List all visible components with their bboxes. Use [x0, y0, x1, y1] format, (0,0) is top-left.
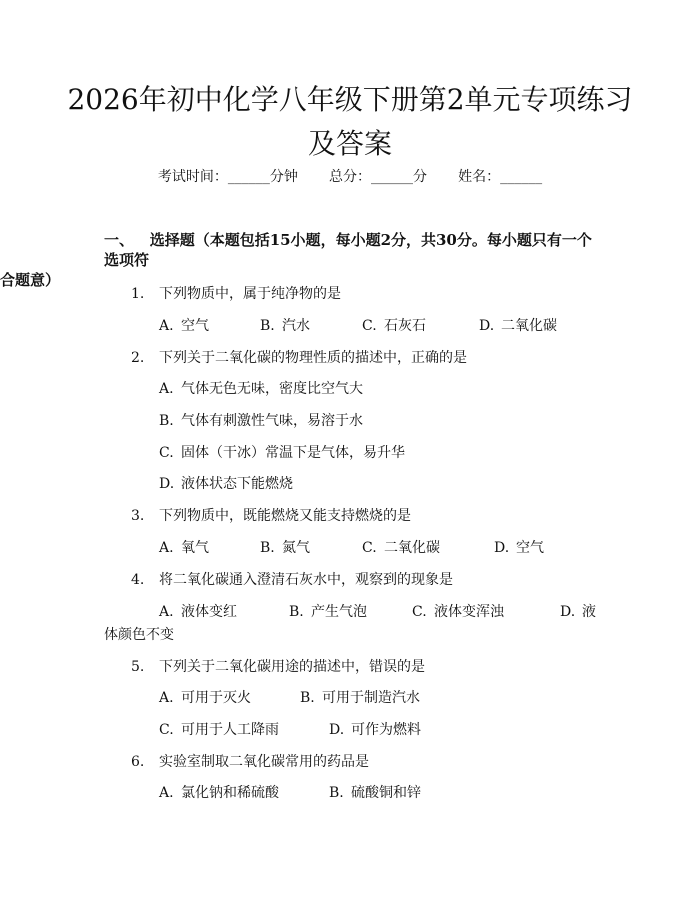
question-stem: 下列关于二氧化碳的物理性质的描述中，正确的是 [159, 350, 467, 366]
option-3a[interactable] [159, 537, 209, 557]
question-2 [131, 347, 467, 367]
option-letter: D. [329, 722, 345, 738]
option-6a[interactable] [159, 782, 279, 802]
question-number: 2. [131, 350, 145, 366]
name-blank: ______ [500, 169, 543, 185]
question-number: 6. [131, 754, 145, 770]
option-2a[interactable] [159, 378, 363, 398]
option-1b[interactable] [260, 315, 310, 335]
option-2c[interactable] [159, 442, 405, 462]
question-stem: 下列物质中，属于纯净物的是 [159, 286, 341, 302]
exam-info-line [0, 166, 700, 186]
option-text: 二氧化碳 [501, 318, 557, 334]
option-3d[interactable] [494, 537, 544, 557]
question-number: 3. [131, 508, 145, 524]
option-text: 氮气 [282, 540, 310, 556]
question-stem: 下列关于二氧化碳用途的描述中，错误的是 [159, 659, 425, 675]
option-text: 液体变浑浊 [434, 604, 504, 620]
option-4c[interactable] [412, 601, 504, 621]
option-text: 液 [582, 604, 596, 620]
option-1c[interactable] [362, 315, 426, 335]
section-heading [0, 230, 604, 290]
option-5c[interactable] [159, 719, 279, 739]
option-letter: A. [159, 381, 174, 397]
option-2d[interactable] [159, 473, 293, 493]
option-text: 可作为燃料 [351, 722, 421, 738]
option-text: 可用于灭火 [181, 690, 251, 706]
question-number: 1. [131, 286, 145, 302]
option-letter: C. [362, 540, 377, 556]
question-6 [131, 751, 369, 771]
option-letter: B. [329, 785, 344, 801]
option-text: 产生气泡 [311, 604, 367, 620]
option-text: 液体状态下能燃烧 [181, 476, 293, 492]
option-1a[interactable] [159, 315, 209, 335]
option-letter: A. [159, 690, 174, 706]
question-1 [131, 283, 341, 303]
time-blank: ______ [227, 169, 270, 185]
section-number: 一、 [104, 231, 135, 249]
option-text: 可用于制造汽水 [322, 690, 420, 706]
option-letter: D. [479, 318, 495, 334]
question-number: 4. [131, 572, 145, 588]
score-unit: 分 [413, 169, 427, 185]
option-text: 硫酸铜和锌 [351, 785, 421, 801]
question-stem: 将二氧化碳通入澄清石灰水中，观察到的现象是 [159, 572, 453, 588]
page-title: 2026年初中化学八年级下册第2单元专项练习及答案 [67, 83, 633, 160]
option-letter: C. [159, 722, 174, 738]
option-text: 气体有刺激性气味，易溶于水 [181, 413, 363, 429]
option-2b[interactable] [159, 410, 363, 430]
option-letter: B. [260, 318, 275, 334]
option-5a[interactable] [159, 687, 251, 707]
score-label: 总分： [329, 169, 371, 185]
section-heading-line1: 选择题（本题包括15小题，每小题2分，共30分。每小题只有一个选项符 [104, 231, 592, 269]
option-4a[interactable] [159, 601, 237, 621]
option-1d[interactable] [479, 315, 557, 335]
option-5b[interactable] [300, 687, 420, 707]
option-letter: D. [494, 540, 510, 556]
option-letter: C. [412, 604, 427, 620]
option-text: 空气 [516, 540, 544, 556]
time-label: 考试时间： [157, 169, 228, 185]
option-4d[interactable] [560, 601, 596, 621]
option-4b[interactable] [289, 601, 367, 621]
option-text: 氯化钠和稀硫酸 [181, 785, 279, 801]
question-4 [131, 569, 453, 589]
option-4d-continuation: 体颜色不变 [104, 627, 174, 643]
option-letter: B. [300, 690, 315, 706]
option-letter: D. [159, 476, 175, 492]
option-text: 固体（干冰）常温下是气体，易升华 [181, 445, 405, 461]
question-3 [131, 505, 411, 525]
option-letter: B. [260, 540, 275, 556]
option-letter: A. [159, 540, 174, 556]
option-text: 可用于人工降雨 [181, 722, 279, 738]
name-label: 姓名： [458, 169, 501, 185]
option-letter: C. [362, 318, 377, 334]
option-letter: D. [560, 604, 576, 620]
option-letter: A. [159, 604, 174, 620]
option-letter: B. [159, 413, 174, 429]
option-letter: A. [159, 785, 174, 801]
question-number: 5. [131, 659, 145, 675]
option-letter: A. [159, 318, 174, 334]
option-5d[interactable] [329, 719, 421, 739]
time-unit: 分钟 [269, 169, 298, 185]
option-text: 二氧化碳 [384, 540, 440, 556]
score-blank: ______ [371, 169, 413, 185]
option-text: 液体变红 [181, 604, 237, 620]
option-text: 气体无色无味，密度比空气大 [181, 381, 363, 397]
question-stem: 下列物质中，既能燃烧又能支持燃烧的是 [159, 508, 411, 524]
question-stem: 实验室制取二氧化碳常用的药品是 [159, 754, 369, 770]
option-letter: C. [159, 445, 174, 461]
option-6b[interactable] [329, 782, 421, 802]
option-3c[interactable] [362, 537, 440, 557]
option-text: 空气 [181, 318, 209, 334]
question-5 [131, 656, 425, 676]
option-text: 汽水 [282, 318, 310, 334]
section-heading-line2: 合题意） [0, 271, 61, 289]
option-text: 石灰石 [384, 318, 426, 334]
option-letter: B. [289, 604, 304, 620]
option-3b[interactable] [260, 537, 310, 557]
option-text: 氧气 [181, 540, 209, 556]
